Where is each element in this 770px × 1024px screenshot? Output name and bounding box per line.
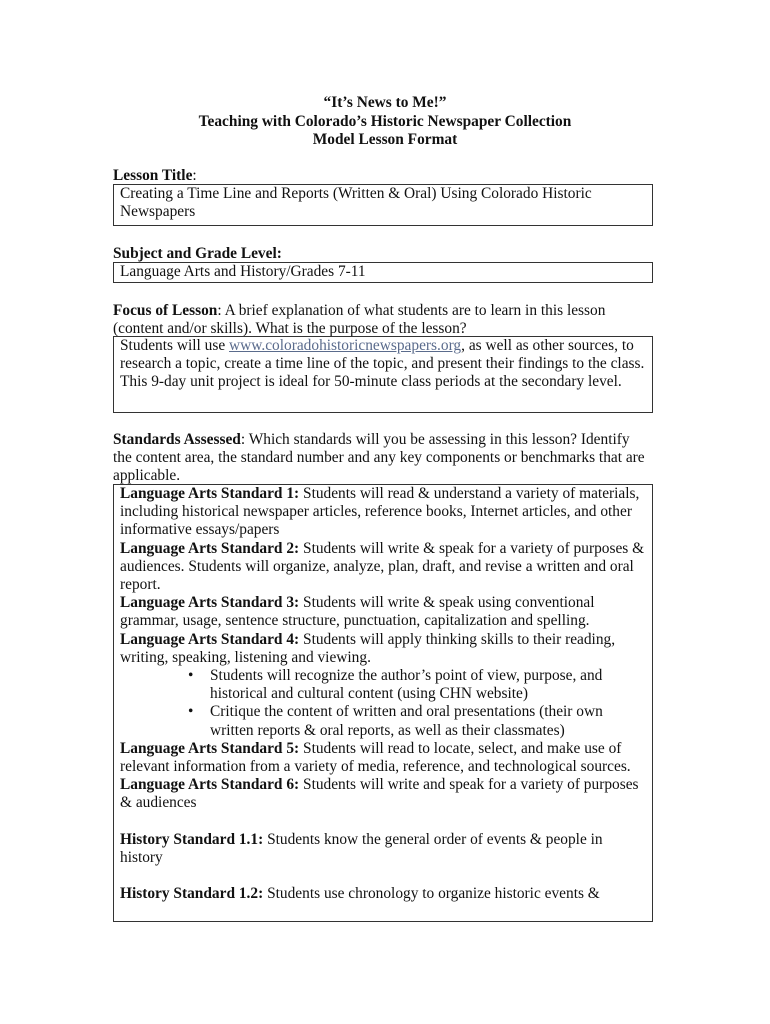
la-standard-6: Language Arts Standard 6: Students will write and speak for a variety of purposes & audiences xyxy=(120,776,639,812)
header-line-3: Model Lesson Format xyxy=(312,131,458,148)
spacer xyxy=(120,813,646,831)
la-standard-5: Language Arts Standard 5: Students will read to locate, select, and make use of relevant information from a variety of media, reference, and technological sources. xyxy=(120,739,631,776)
focus-text: Students will use www.coloradohistoricnewspapers.org, as well as other sources, to research a topic, create a time line of the topic, and present their findings to the class. This 9-day unit project is ideal for 50-minute class periods at the secondary level. xyxy=(120,337,645,391)
subject-box xyxy=(113,262,653,283)
document-header xyxy=(0,94,770,150)
history-standard-1-2: History Standard 1.2: Students use chronology to organize historic events & xyxy=(120,885,600,903)
focus-box xyxy=(113,336,653,413)
la-standard-1: Language Arts Standard 1: Students will read & understand a variety of materials, including historical newspaper articles, reference books, Internet articles, and other informative essays/papers xyxy=(120,485,640,539)
spacer xyxy=(120,867,646,885)
history-standard-1-1: History Standard 1.1: Students know the general order of events & people in history xyxy=(120,830,603,866)
standards-box xyxy=(113,484,653,922)
la-standard-3: Language Arts Standard 3: Students will write & speak using conventional grammar, usage, sentence structure, punctuation, capitalization and spelling. xyxy=(120,594,595,630)
lesson-title-label: Lesson Title: xyxy=(113,167,197,184)
bullet-icon: • xyxy=(188,703,194,721)
la-standard-2: Language Arts Standard 2: Students will write & speak for a variety of purposes & audiences. Students will organize, analyze, plan, draft, and revise a written and oral report. xyxy=(120,539,645,594)
la-standard-4: Language Arts Standard 4: Students will apply thinking skills to their reading, writing, speaking, listening and viewing. xyxy=(120,630,616,666)
subject-value: Language Arts and History/Grades 7-11 xyxy=(120,263,366,280)
focus-label: Focus of Lesson: A brief explanation of what students are to learn in this lesson (content and/or skills). What is the purpose of the lesson? xyxy=(113,302,606,338)
subject-label: Subject and Grade Level: xyxy=(113,245,282,262)
bullet-icon: • xyxy=(188,667,194,685)
colorado-newspapers-link[interactable]: www.coloradohistoricnewspapers.org xyxy=(229,337,462,354)
standards-label: Standards Assessed: Which standards will you be assessing in this lesson? Identify the content area, the standard number and any key components or benchmarks that are applicable. xyxy=(113,431,645,485)
la-standard-4-bullets xyxy=(120,667,646,740)
list-item: • Students will recognize the author’s point of view, purpose, and historical and cultural content (using CHN website) xyxy=(188,667,603,703)
lesson-title-value: Creating a Time Line and Reports (Written & Oral) Using Colorado Historic Newspapers xyxy=(120,185,592,221)
header-line-1: “It’s News to Me!” xyxy=(323,94,447,111)
list-item: • Critique the content of written and oral presentations (their own written reports & oral reports, as well as their classmates) xyxy=(188,703,603,739)
header-line-2: Teaching with Colorado’s Historic Newspaper Collection xyxy=(198,112,572,130)
lesson-title-box xyxy=(113,184,653,226)
